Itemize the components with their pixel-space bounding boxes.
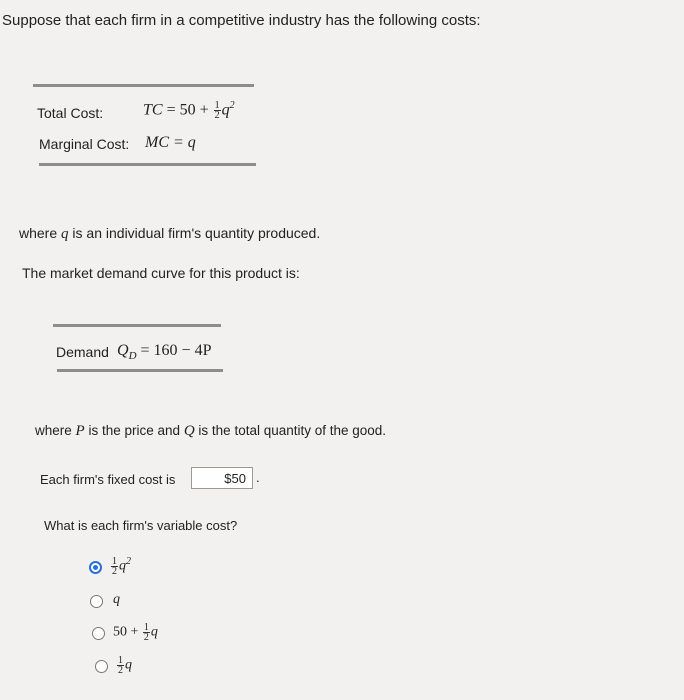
demand-formula: $Q_D = 160 - 4P$	[117, 342, 212, 363]
where-q-text: where q is an individual firm's quantity produced.	[19, 225, 321, 242]
demand-label: Demand	[56, 344, 109, 360]
tc-equals: = 50 +	[166, 101, 209, 119]
demand-table-top-rule	[53, 324, 221, 327]
tc-symbol: TC	[143, 101, 163, 119]
tc-exponent: 2	[229, 100, 235, 111]
option-3-radio[interactable]	[92, 627, 105, 640]
where-pq-text: where P is the price and Q is the total quantity of the good.	[35, 423, 387, 439]
option-2-label[interactable]: q	[113, 592, 120, 607]
marginal-cost-formula: MC = q	[145, 134, 196, 151]
tc-fraction: $\frac{1}{2}$	[214, 100, 220, 122]
option-1-label[interactable]: $\frac{1}{2}$ $q^2$	[112, 555, 131, 577]
demand-table-bottom-rule	[57, 369, 223, 372]
fixed-cost-input[interactable]: $50	[191, 467, 253, 489]
fixed-cost-suffix: .	[256, 470, 260, 485]
option-2-radio[interactable]	[90, 595, 103, 608]
option-4-label[interactable]: $\frac{1}{2}$ q	[118, 655, 132, 676]
cost-table-top-rule	[33, 84, 254, 87]
fixed-cost-label: Each firm's fixed cost is	[40, 472, 176, 487]
marginal-cost-label: Marginal Cost:	[39, 136, 130, 152]
cost-table-bottom-rule	[39, 163, 256, 166]
total-cost-label: Total Cost:	[37, 105, 104, 121]
question-text: What is each firm's variable cost?	[44, 518, 238, 533]
option-3-label[interactable]: 50 + $\frac{1}{2}$ q	[113, 622, 158, 643]
total-cost-formula	[143, 100, 235, 120]
option-1-radio[interactable]	[89, 561, 102, 574]
intro-text: Suppose that each firm in a competitive industry has the following costs:	[2, 12, 481, 29]
tc-var: q	[221, 101, 230, 119]
demand-intro-text: The market demand curve for this product is:	[22, 265, 300, 281]
option-4-radio[interactable]	[95, 660, 108, 673]
